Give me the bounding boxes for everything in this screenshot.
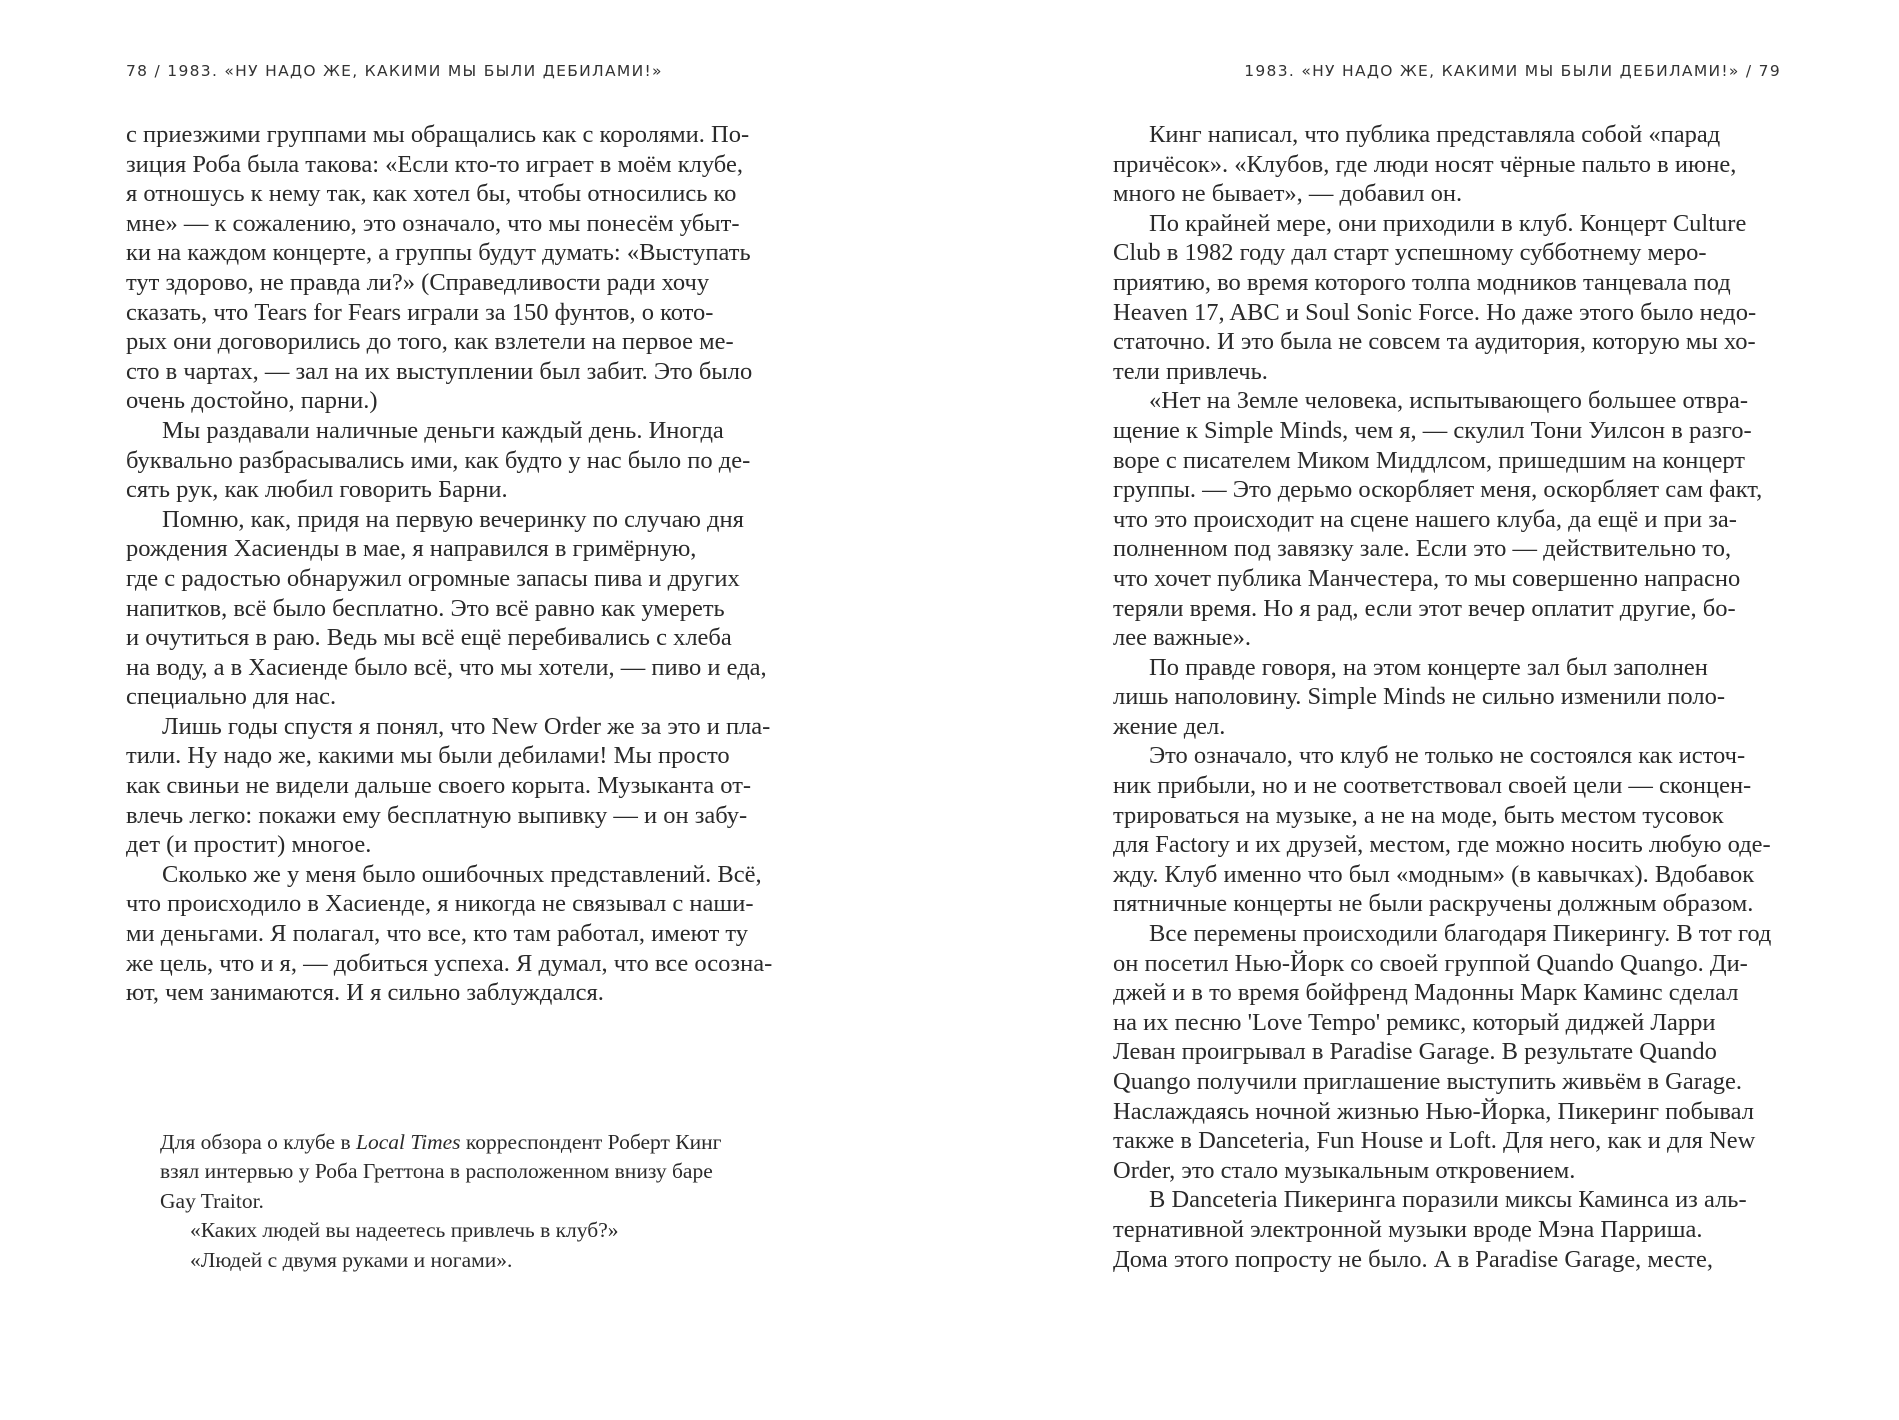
text-line: Quango получили приглашение выступить живьём в Garage. (1113, 1068, 1743, 1095)
text-line: По правде говоря, на этом концерте зал был заполнен (1149, 653, 1708, 681)
text-line: причёсок». «Клубов, где люди носят чёрные пальто в июне, (1113, 150, 1737, 178)
text-line: Order, это стало музыкальным откровением. (1113, 1156, 1576, 1184)
text-line: статочно. И это была не совсем та аудитория, которую мы хо- (1113, 328, 1756, 356)
text-line: что происходило в Хасиенде, я никогда не связывал с наши- (126, 890, 754, 918)
left-body-text (126, 120, 826, 1008)
aside-text: корреспондент Роберт Кинг (460, 1130, 722, 1154)
text-line: Помню, как, придя на первую вечеринку по случаю дня (162, 505, 744, 533)
right-running-head: 1983. «НУ НАДО ЖЕ, КАКИМИ МЫ БЫЛИ ДЕБИЛАМИ!» / 79 (1244, 62, 1781, 80)
text-line: Это означало, что клуб не только не состоялся как источ- (1149, 742, 1746, 770)
right-body-text (1113, 120, 1785, 1274)
text-line: зиция Роба была такова: «Если кто-то играет в моём клубе, (126, 150, 743, 178)
text-line: лишь наполовину. Simple Minds не сильно изменили поло- (1113, 683, 1725, 711)
text-line: Сколько же у меня было ошибочных представлений. Всё, (162, 860, 762, 888)
text-line: где с радостью обнаружил огромные запасы пива и других (126, 564, 740, 592)
text-line: сказать, что Tears for Fears играли за 150 фунтов, о кото- (126, 298, 714, 326)
text-line: влечь легко: покажи ему бесплатную выпивку — и он забу- (126, 801, 748, 829)
text-line: напитков, всё было бесплатно. Это всё равно как умереть (126, 594, 725, 622)
text-line: теряли время. Но я рад, если этот вечер оплатит другие, бо- (1113, 594, 1736, 622)
interview-aside (160, 1128, 840, 1275)
text-line: По крайней мере, они приходили в клуб. Концерт Culture (1149, 209, 1747, 237)
text-line: Heaven 17, ABC и Soul Sonic Force. Но даже этого было недо- (1113, 298, 1757, 326)
text-line: что это происходит на сцене нашего клуба, да ещё и при за- (1113, 505, 1737, 533)
text-line: рых они договорились до того, как взлетели на первое ме- (126, 328, 734, 356)
left-running-head: 78 / 1983. «НУ НАДО ЖЕ, КАКИМИ МЫ БЫЛИ ДЕБИЛАМИ!» (126, 62, 663, 80)
text-line: тут здорово, не правда ли?» (Справедливости ради хочу (126, 268, 710, 296)
aside-line: взял интервью у Роба Греттона в расположенном внизу баре (160, 1159, 713, 1184)
text-line: воре с писателем Миком Миддлсом, пришедшим на концерт (1113, 446, 1745, 474)
text-line: Лишь годы спустя я понял, что New Order же за это и пла- (162, 712, 771, 740)
aside-line (160, 1128, 840, 1157)
text-line: дет (и простит) многое. (126, 831, 372, 859)
text-line: с приезжими группами мы обращались как с королями. По- (126, 121, 750, 148)
text-line: он посетил Нью-Йорк со своей группой Quando Quango. Ди- (1113, 949, 1748, 977)
text-line: тили. Ну надо же, какими мы были дебилами! Мы просто (126, 742, 730, 770)
text-line: тели привлечь. (1113, 357, 1268, 385)
newspaper-title: Local Times (356, 1130, 461, 1154)
text-line: также в Danceteria, Fun House и Loft. Для него, как и для New (1113, 1127, 1756, 1155)
text-line: тернативной электронной музыки вроде Мэна Парриша. (1113, 1215, 1703, 1243)
text-line: Леван проигрывал в Paradise Garage. В результате Quando (1113, 1038, 1717, 1066)
text-line: что хочет публика Манчестера, то мы совершенно напрасно (1113, 564, 1741, 592)
aside-text: Для обзора о клубе в (160, 1130, 356, 1154)
text-line: сять рук, как любил говорить Барни. (126, 476, 508, 504)
text-line: группы. — Это дерьмо оскорбляет меня, оскорбляет сам факт, (1113, 476, 1763, 504)
text-line: ник прибыли, но и не соответствовал своей цели — сконцен- (1113, 772, 1752, 800)
text-line: же цель, что и я, — добиться успеха. Я думал, что все осозна- (126, 949, 773, 977)
text-line: ми деньгами. Я полагал, что все, кто там работал, имеют ту (126, 920, 749, 948)
text-line: очень достойно, парни.) (126, 387, 378, 415)
text-line: буквально разбрасывались ими, как будто у нас было по де- (126, 446, 751, 474)
text-line: Club в 1982 году дал старт успешному субботнему меро- (1113, 239, 1707, 267)
text-line: лее важные». (1113, 624, 1251, 652)
text-line: ки на каждом концерте, а группы будут думать: «Выступать (126, 239, 751, 267)
text-line: я отношусь к нему так, как хотел бы, чтобы относились ко (126, 180, 737, 208)
text-line: Кинг написал, что публика представляла собой «парад (1149, 121, 1721, 148)
text-line: и очутиться в раю. Ведь мы всё ещё перебивались с хлеба (126, 624, 732, 652)
text-line: щение к Simple Minds, чем я, — скулил Тони Уилсон в разго- (1113, 416, 1752, 444)
text-line: Наслаждаясь ночной жизнью Нью-Йорка, Пикеринг побывал (1113, 1097, 1754, 1125)
aside-line: «Людей с двумя руками и ногами». (190, 1247, 513, 1272)
text-line: мне» — к сожалению, это означало, что мы понесём убыт- (126, 209, 740, 237)
text-line: на воду, а в Хасиенде было всё, что мы хотели, — пиво и еда, (126, 653, 767, 681)
text-line: жду. Клуб именно что был «модным» (в кавычках). Вдобавок (1113, 860, 1755, 888)
aside-line: «Каких людей вы надеетесь привлечь в клуб?» (190, 1218, 619, 1243)
text-line: полненном под завязку зале. Если это — действительно то, (1113, 535, 1732, 563)
text-line: Все перемены происходили благодаря Пикерингу. В тот год (1149, 920, 1772, 948)
text-line: специально для нас. (126, 683, 337, 711)
text-line: для Factory и их друзей, местом, где можно носить любую оде- (1113, 831, 1771, 859)
text-line: В Danceteria Пикеринга поразили миксы Каминса из аль- (1149, 1186, 1747, 1214)
text-line: жение дел. (1113, 712, 1226, 740)
text-line: ют, чем занимаются. И я сильно заблуждался. (126, 979, 604, 1007)
right-page (950, 0, 1899, 1420)
text-line: пятничные концерты не были раскручены должным образом. (1113, 890, 1754, 918)
text-line: «Нет на Земле человека, испытывающего большее отвра- (1149, 387, 1748, 415)
text-line: сто в чартах, — зал на их выступлении был забит. Это было (126, 357, 753, 385)
text-line: приятию, во время которого толпа модников танцевала под (1113, 268, 1731, 296)
text-line: Дома этого попросту не было. А в Paradise Garage, месте, (1113, 1245, 1713, 1273)
text-line: на их песню 'Love Tempo' ремикс, который диджей Ларри (1113, 1008, 1716, 1036)
aside-line: Gay Traitor. (160, 1188, 264, 1213)
text-line: рождения Хасиенды в мае, я направился в гримёрную, (126, 535, 697, 563)
text-line: трироваться на музыке, а не на моде, быть местом тусовок (1113, 801, 1724, 829)
text-line: Мы раздавали наличные деньги каждый день. Иногда (162, 416, 724, 444)
text-line: как свиньи не видели дальше своего корыта. Музыканта от- (126, 772, 752, 800)
text-line: джей и в то время бойфренд Мадонны Марк Каминс сделал (1113, 979, 1739, 1007)
text-line: много не бывает», — добавил он. (1113, 180, 1463, 208)
